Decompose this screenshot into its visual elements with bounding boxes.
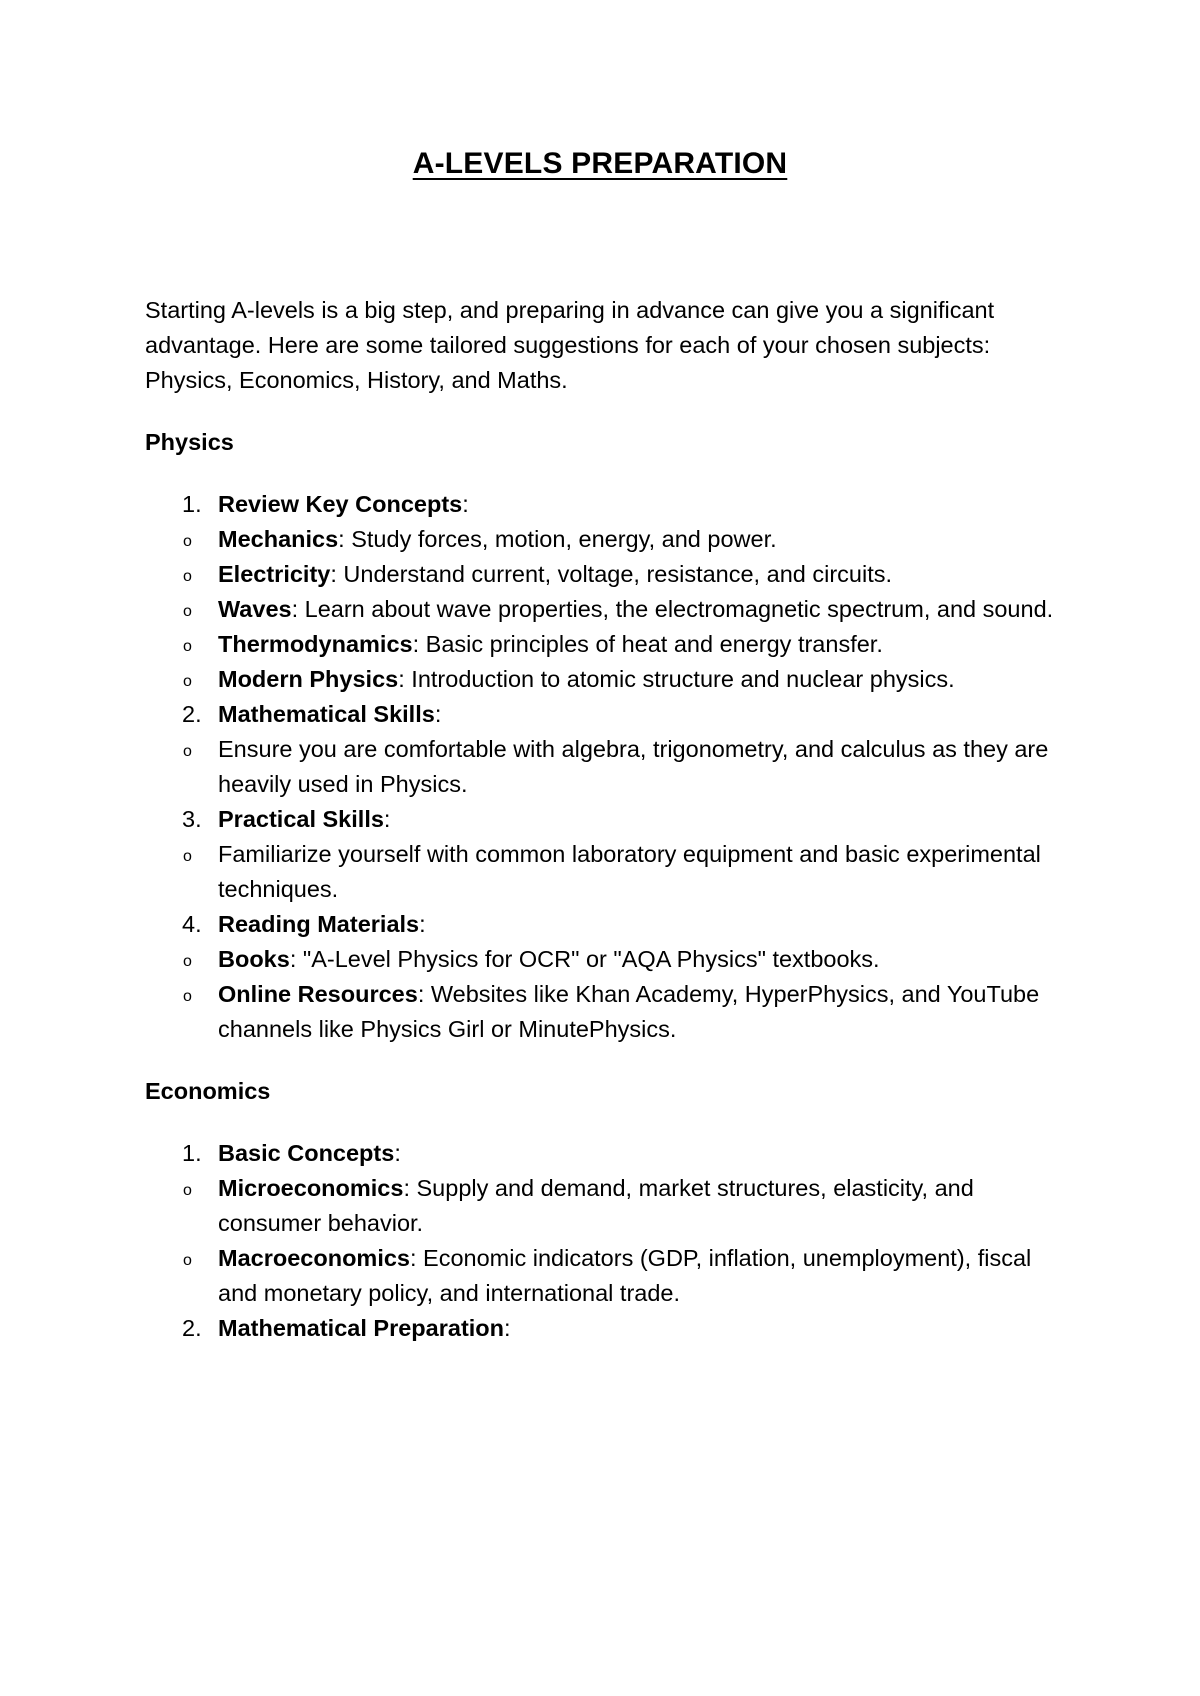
- list-item: [145, 697, 1075, 802]
- bullet-icon: o: [183, 953, 192, 970]
- bullet-icon: o: [183, 533, 192, 550]
- item-suffix: :: [434, 701, 442, 727]
- section-heading-economics: Economics: [145, 1078, 271, 1104]
- bullet-icon: o: [183, 1182, 192, 1199]
- item-number: 3.: [182, 806, 202, 832]
- item-title: Review Key Concepts: [218, 491, 463, 517]
- sub-list-item: [183, 522, 1075, 557]
- economics-list: [145, 1136, 1075, 1346]
- sub-list-item: [183, 557, 1075, 592]
- sub-list-item: [183, 942, 1075, 977]
- point-text: : Understand current, voltage, resistance, and circuits.: [330, 561, 893, 587]
- bullet-icon: o: [183, 988, 192, 1005]
- point-text: Ensure you are comfortable with algebra, trigonometry, and calculus as they are heavily used in Physics.: [218, 736, 1049, 797]
- sub-list-item: [183, 977, 1075, 1047]
- list-item: [145, 1311, 1075, 1346]
- sub-list-item: [183, 592, 1075, 627]
- sub-list: [183, 522, 1075, 697]
- item-number: 2.: [182, 1315, 202, 1341]
- item-suffix: :: [419, 911, 426, 937]
- list-item: [145, 487, 1075, 697]
- item-number: 2.: [182, 701, 202, 727]
- point-text: Familiarize yourself with common laboratory equipment and basic experimental techniques.: [218, 841, 1041, 902]
- sub-list: [183, 1171, 1075, 1311]
- document-title: A-LEVELS PREPARATION: [412, 147, 788, 180]
- list-item: [145, 802, 1075, 907]
- item-title: Mathematical Skills: [218, 701, 435, 727]
- item-suffix: :: [462, 491, 469, 517]
- item-title: Reading Materials: [218, 911, 420, 937]
- sub-list-item: [183, 662, 1075, 697]
- bullet-icon: o: [183, 848, 192, 865]
- point-label: Mechanics: [218, 526, 339, 552]
- point-label: Thermodynamics: [218, 631, 413, 657]
- bullet-icon: o: [183, 673, 192, 690]
- sub-list: [183, 837, 1075, 907]
- item-title: Practical Skills: [218, 806, 384, 832]
- point-text: : Websites like Khan Academy, HyperPhysics, and YouTube channels like Physics Girl or MinutePhysics.: [218, 981, 1040, 1042]
- point-label: Electricity: [218, 561, 331, 587]
- point-text: : Economic indicators (GDP, inflation, unemployment), fiscal and monetary policy, and international trade.: [218, 1245, 1032, 1306]
- physics-list: [145, 487, 1075, 1047]
- bullet-icon: o: [183, 638, 192, 655]
- point-label: Waves: [218, 596, 292, 622]
- sub-list-item: [183, 627, 1075, 662]
- point-text: : Basic principles of heat and energy transfer.: [412, 631, 883, 657]
- section-spacer: [145, 1047, 1075, 1074]
- point-text: : Introduction to atomic structure and nuclear physics.: [398, 666, 955, 692]
- point-text: : Learn about wave properties, the electromagnetic spectrum, and sound.: [291, 596, 1054, 622]
- sub-list-item: [183, 1171, 1075, 1241]
- item-number: 1.: [182, 1140, 202, 1166]
- item-number: 1.: [182, 491, 202, 517]
- sub-list-item: [183, 732, 1075, 802]
- item-suffix: :: [383, 806, 391, 832]
- point-text: : Supply and demand, market structures, elasticity, and consumer behavior.: [218, 1175, 974, 1236]
- point-text: : "A-Level Physics for OCR" or "AQA Physics" textbooks.: [289, 946, 880, 972]
- sub-list-item: [183, 837, 1075, 907]
- point-label: Modern Physics: [218, 666, 399, 692]
- item-suffix: :: [504, 1315, 511, 1341]
- point-label: Online Resources: [218, 981, 418, 1007]
- point-label: Microeconomics: [218, 1175, 404, 1201]
- item-title: Mathematical Preparation: [218, 1315, 505, 1341]
- list-item: [145, 907, 1075, 1047]
- item-suffix: :: [394, 1140, 401, 1166]
- point-label: Macroeconomics: [218, 1245, 410, 1271]
- point-text: : Study forces, motion, energy, and power.: [338, 526, 777, 552]
- sub-list-item: [183, 1241, 1075, 1311]
- item-number: 4.: [182, 911, 202, 937]
- point-label: Books: [218, 946, 290, 972]
- bullet-icon: o: [183, 603, 192, 620]
- bullet-icon: o: [183, 743, 192, 760]
- intro-paragraph: Starting A-levels is a big step, and preparing in advance can give you a significant advantage. Here are some tailored suggestions for each of your chosen subjects: Physics, Economics, History, and Maths.: [145, 297, 995, 393]
- document-body: [145, 293, 1075, 1346]
- bullet-icon: o: [183, 1252, 192, 1269]
- list-item: [145, 1136, 1075, 1311]
- section-heading-physics: Physics: [145, 429, 234, 455]
- sub-list: [183, 732, 1075, 802]
- bullet-icon: o: [183, 568, 192, 585]
- item-title: Basic Concepts: [218, 1140, 395, 1166]
- sub-list: [183, 942, 1075, 1047]
